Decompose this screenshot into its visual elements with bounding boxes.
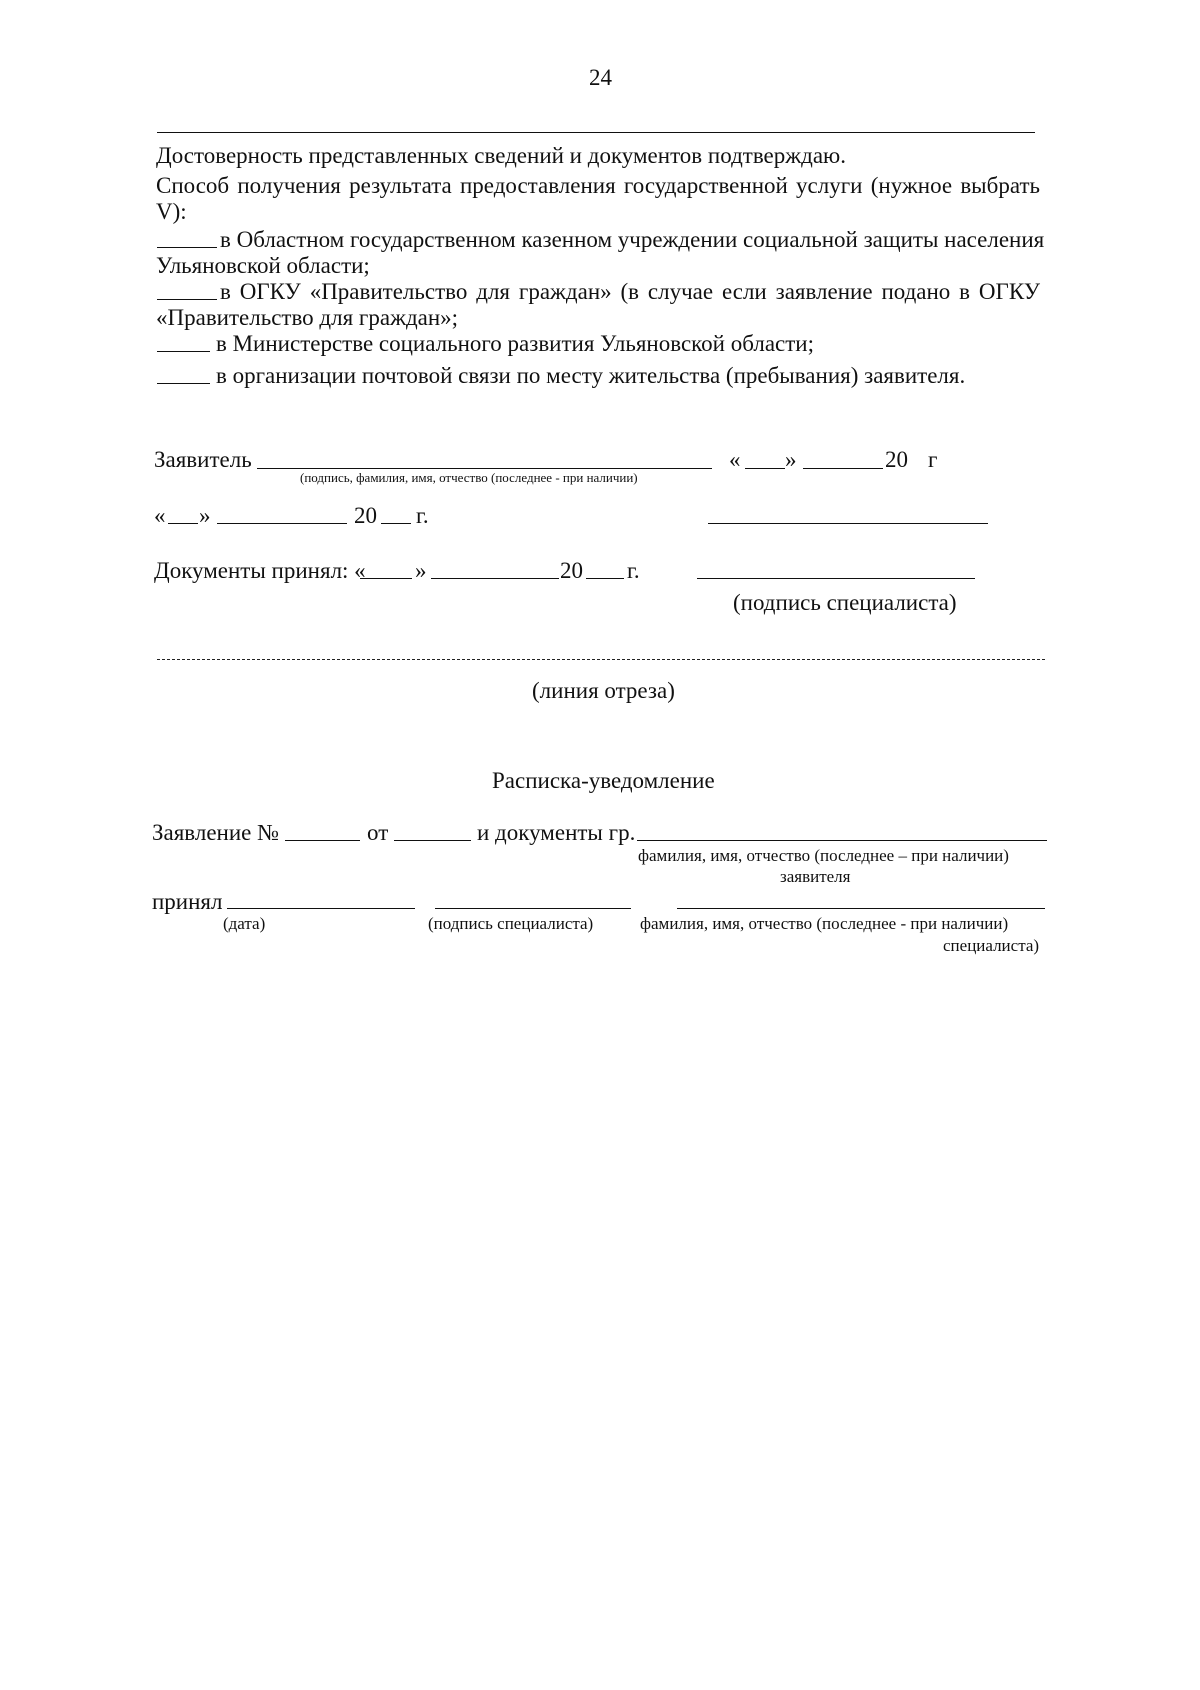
option-1-line-2: Ульяновской области;: [156, 253, 370, 278]
date-day-field[interactable]: [168, 523, 198, 524]
receipt-from-label: от: [367, 820, 389, 845]
receipt-accepted-label: принял: [152, 889, 223, 914]
applicant-year-prefix: 20: [885, 447, 908, 472]
date-quote-close: »: [199, 503, 211, 528]
accepted-day-field[interactable]: [360, 578, 412, 579]
accepted-month-field[interactable]: [431, 578, 559, 579]
cut-line: [157, 659, 1045, 660]
option-2-line-2: «Правительство для граждан»;: [156, 305, 459, 330]
applicant-quote-close: »: [785, 447, 797, 472]
applicant-year-suffix: г: [928, 447, 938, 472]
date-month-field[interactable]: [217, 523, 347, 524]
accepted-quote-close: »: [415, 558, 427, 583]
accepted-year-field[interactable]: [586, 578, 624, 579]
applicant-signature-field[interactable]: [257, 468, 712, 469]
receipt-applicant-name-field[interactable]: [637, 840, 1047, 841]
date-signature-field[interactable]: [708, 523, 988, 524]
receipt-specialist-signature-field[interactable]: [435, 908, 631, 909]
date-year-prefix: 20: [354, 503, 377, 528]
receipt-docs-label: и документы гр.: [477, 820, 636, 845]
date-year-field[interactable]: [381, 523, 411, 524]
applicant-signature-caption: (подпись, фамилия, имя, отчество (последнее - при наличии): [300, 470, 638, 485]
receipt-date-field[interactable]: [394, 840, 471, 841]
receipt-date-caption: (дата): [223, 914, 266, 933]
receipt-specialist-caption: специалиста): [943, 936, 1040, 955]
receipt-statement-label: Заявление №: [152, 820, 280, 845]
cut-line-caption: (линия отреза): [532, 678, 675, 703]
receipt-applicant-caption: заявителя: [780, 867, 851, 886]
option-3-line-1: в Министерстве социального развития Ульяновской области;: [216, 331, 814, 356]
method-line-2: V):: [156, 199, 187, 224]
method-line-1: Способ получения результата предоставления государственной услуги (нужное выбрать: [156, 173, 1040, 198]
receipt-number-field[interactable]: [285, 840, 360, 841]
option-1-line-1: в Областном государственном казенном учреждении социальной защиты населения: [220, 227, 1045, 252]
receipt-title: Расписка-уведомление: [492, 768, 715, 793]
option-4-blank[interactable]: [157, 383, 210, 384]
accepted-year-suffix: г.: [627, 558, 640, 583]
option-2-blank[interactable]: [157, 299, 217, 300]
receipt-specialist-name-field[interactable]: [677, 908, 1045, 909]
option-2-line-1: в ОГКУ «Правительство для граждан» (в случае если заявление подано в ОГКУ: [220, 279, 1040, 304]
accepted-year-prefix: 20: [560, 558, 583, 583]
receipt-accepted-date-field[interactable]: [227, 908, 415, 909]
top-rule: [157, 132, 1035, 133]
applicant-quote-open: «: [729, 447, 741, 472]
date-year-suffix: г.: [416, 503, 429, 528]
option-3-blank[interactable]: [157, 351, 210, 352]
page-number: 24: [589, 65, 612, 90]
option-1-blank[interactable]: [157, 247, 217, 248]
receipt-fio-caption: фамилия, имя, отчество (последнее – при наличии): [638, 846, 1009, 865]
accepted-label: Документы принял: «: [154, 558, 366, 583]
specialist-signature-field[interactable]: [697, 578, 975, 579]
confirm-text: Достоверность представленных сведений и документов подтверждаю.: [156, 143, 846, 168]
specialist-signature-caption: (подпись специалиста): [733, 590, 957, 615]
applicant-day-field[interactable]: [745, 468, 785, 469]
receipt-fio2-caption: фамилия, имя, отчество (последнее - при наличии): [640, 914, 1009, 933]
applicant-month-field[interactable]: [803, 468, 883, 469]
applicant-label: Заявитель: [154, 447, 252, 472]
date-quote-open: «: [154, 503, 166, 528]
receipt-sign-caption: (подпись специалиста): [428, 914, 594, 933]
option-4-line-1: в организации почтовой связи по месту жительства (пребывания) заявителя.: [216, 363, 966, 388]
